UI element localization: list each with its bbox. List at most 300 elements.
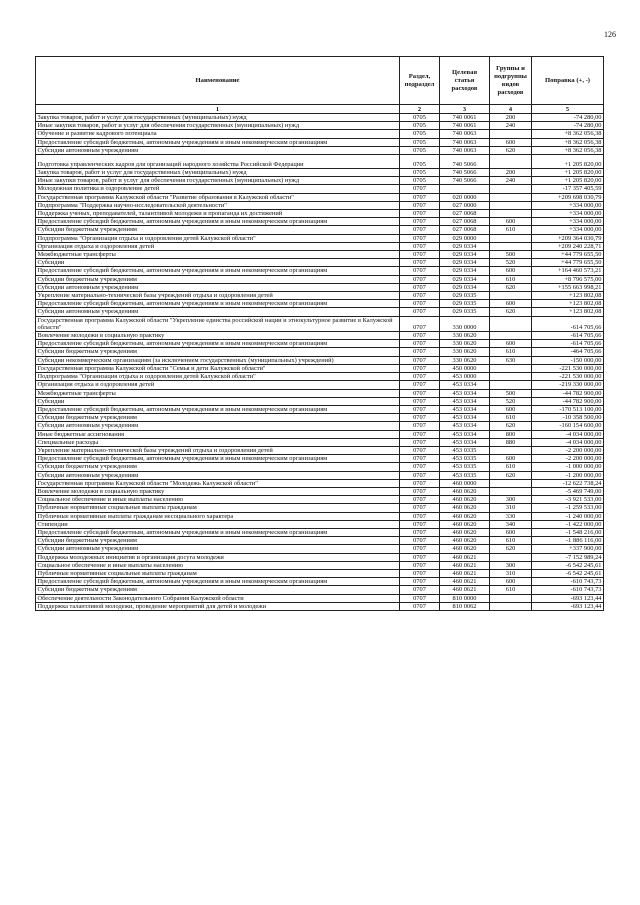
row-expense-group-cell: 620 (490, 545, 532, 553)
row-section-cell: 0707 (400, 446, 440, 454)
row-section-cell: 0707 (400, 504, 440, 512)
row-expense-group-cell: 610 (490, 226, 532, 234)
row-section-cell: 0707 (400, 586, 440, 594)
row-section-cell: 0707 (400, 316, 440, 331)
row-expense-group-cell: 300 (490, 496, 532, 504)
table-row (36, 308, 604, 316)
row-expense-group-cell: 600 (490, 138, 532, 146)
row-target-cell: 029 0334 (440, 267, 490, 275)
table-row (36, 242, 604, 250)
row-target-cell: 453 0335 (440, 446, 490, 454)
table-row (36, 504, 604, 512)
row-amendment-cell: +334 000,00 (532, 201, 604, 209)
row-section-cell: 0705 (400, 138, 440, 146)
row-expense-group-cell (490, 602, 532, 610)
row-name-cell: Государственная программа Калужской области "Укрепление единства российской нации и этнокультурное развитие в Калужской области" (36, 316, 400, 331)
table-row (36, 553, 604, 561)
table-row (36, 218, 604, 226)
row-target-cell: 740 0061 (440, 114, 490, 122)
row-section-cell: 0707 (400, 569, 440, 577)
row-section-cell: 0707 (400, 242, 440, 250)
row-expense-group-cell: 610 (490, 275, 532, 283)
row-amendment-cell: -1 886 116,00 (532, 537, 604, 545)
row-expense-group-cell: 610 (490, 414, 532, 422)
table-row (36, 602, 604, 610)
row-section-cell: 0705 (400, 177, 440, 185)
row-section-cell: 0707 (400, 308, 440, 316)
table-row (36, 146, 604, 154)
row-section-cell: 0707 (400, 381, 440, 389)
row-target-cell: 029 0335 (440, 300, 490, 308)
row-expense-group-cell (490, 130, 532, 138)
column-number: 5 (532, 105, 604, 114)
row-target-cell: 330 0620 (440, 356, 490, 364)
row-expense-group-cell (490, 316, 532, 331)
row-name-cell: Публичные нормативные выплаты гражданам несоциального характера (36, 512, 400, 520)
row-amendment-cell: -221 530 000,00 (532, 364, 604, 372)
table-row (36, 283, 604, 291)
row-amendment-cell: -44 782 900,00 (532, 397, 604, 405)
table-row (36, 512, 604, 520)
table-row (36, 275, 604, 283)
row-expense-group-cell (490, 210, 532, 218)
row-amendment-cell: -1 000 000,00 (532, 463, 604, 471)
table-row (36, 300, 604, 308)
row-section-cell: 0707 (400, 528, 440, 536)
row-name-cell: Организация отдыха и оздоровления детей (36, 381, 400, 389)
row-expense-group-cell: 880 (490, 438, 532, 446)
row-section-cell: 0707 (400, 545, 440, 553)
table-row (36, 169, 604, 177)
row-name-cell: Предоставление субсидий бюджетным, автономным учреждениям и иным некоммерческим организациям (36, 528, 400, 536)
row-expense-group-cell (490, 373, 532, 381)
row-name-cell: Предоставление субсидий бюджетным, автономным учреждениям и иным некоммерческим организациям (36, 405, 400, 413)
row-expense-group-cell: 240 (490, 122, 532, 130)
row-section-cell: 0705 (400, 122, 440, 130)
table-row (36, 348, 604, 356)
row-target-cell: 460 0621 (440, 569, 490, 577)
row-expense-group-cell (490, 193, 532, 201)
row-amendment-cell: -6 542 245,61 (532, 561, 604, 569)
row-amendment-cell: -2 200 000,00 (532, 446, 604, 454)
row-section-cell: 0707 (400, 332, 440, 340)
row-expense-group-cell: 600 (490, 405, 532, 413)
row-amendment-cell: -74 280,00 (532, 122, 604, 130)
row-expense-group-cell: 310 (490, 504, 532, 512)
row-amendment-cell: +209 364 030,79 (532, 234, 604, 242)
row-section-cell: 0707 (400, 292, 440, 300)
row-amendment-cell: +123 802,08 (532, 308, 604, 316)
table-row (36, 316, 604, 331)
row-section-cell: 0707 (400, 479, 440, 487)
row-expense-group-cell: 600 (490, 218, 532, 226)
row-name-cell: Предоставление субсидий бюджетным, автономным учреждениям и иным некоммерческим организациям (36, 267, 400, 275)
table-row (36, 364, 604, 372)
row-amendment-cell: -2 200 000,00 (532, 455, 604, 463)
table-row (36, 520, 604, 528)
row-target-cell: 810 0000 (440, 594, 490, 602)
row-amendment-cell: +334 000,00 (532, 210, 604, 218)
row-target-cell: 453 0335 (440, 455, 490, 463)
row-target-cell: 027 0068 (440, 226, 490, 234)
row-amendment-cell: -610 743,73 (532, 578, 604, 586)
row-target-cell: 460 0620 (440, 512, 490, 520)
row-section-cell: 0707 (400, 553, 440, 561)
row-target-cell (440, 185, 490, 193)
row-amendment-cell: +8 796 575,00 (532, 275, 604, 283)
row-expense-group-cell (490, 234, 532, 242)
row-target-cell: 460 0620 (440, 545, 490, 553)
row-expense-group-cell (490, 292, 532, 300)
row-expense-group-cell: 340 (490, 520, 532, 528)
row-expense-group-cell: 310 (490, 569, 532, 577)
row-name-cell: Межбюджетные трансферты (36, 251, 400, 259)
row-expense-group-cell (490, 594, 532, 602)
table-row (36, 446, 604, 454)
table-row (36, 138, 604, 146)
row-target-cell: 460 0620 (440, 496, 490, 504)
row-name-cell: Публичные нормативные социальные выплаты гражданам (36, 569, 400, 577)
row-target-cell: 740 5066 (440, 169, 490, 177)
row-section-cell: 0705 (400, 155, 440, 169)
table-row (36, 479, 604, 487)
row-name-cell: Подпрограмма "Организация отдыха и оздоровления детей Калужской области" (36, 234, 400, 242)
row-amendment-cell: -5 469 749,00 (532, 487, 604, 495)
row-amendment-cell: +1 205 820,00 (532, 155, 604, 169)
row-section-cell: 0707 (400, 356, 440, 364)
row-target-cell: 460 0621 (440, 578, 490, 586)
table-row (36, 397, 604, 405)
row-expense-group-cell (490, 185, 532, 193)
row-amendment-cell: +8 362 056,38 (532, 138, 604, 146)
row-target-cell: 460 0620 (440, 537, 490, 545)
table-row (36, 430, 604, 438)
row-name-cell: Предоставление субсидий бюджетным, автономным учреждениям и иным некоммерческим организациям (36, 578, 400, 586)
row-section-cell: 0707 (400, 201, 440, 209)
row-section-cell: 0707 (400, 430, 440, 438)
row-amendment-cell: +164 460 573,21 (532, 267, 604, 275)
table-row (36, 177, 604, 185)
table-row (36, 234, 604, 242)
row-expense-group-cell: 610 (490, 586, 532, 594)
table-row (36, 578, 604, 586)
row-amendment-cell: -6 542 245,61 (532, 569, 604, 577)
table-row (36, 594, 604, 602)
row-target-cell: 027 0068 (440, 218, 490, 226)
row-target-cell: 453 0334 (440, 438, 490, 446)
row-section-cell: 0707 (400, 496, 440, 504)
row-target-cell: 460 0621 (440, 561, 490, 569)
table-row (36, 405, 604, 413)
row-target-cell: 740 0061 (440, 122, 490, 130)
row-section-cell: 0707 (400, 226, 440, 234)
row-section-cell: 0707 (400, 389, 440, 397)
row-name-cell: Субсидии автономным учреждениям (36, 146, 400, 154)
row-name-cell: Укрепление материально-технической базы учреждений отдыха и оздоровления детей (36, 292, 400, 300)
row-target-cell: 029 0334 (440, 275, 490, 283)
row-expense-group-cell: 300 (490, 561, 532, 569)
row-target-cell: 029 0334 (440, 283, 490, 291)
row-amendment-cell: +123 802,08 (532, 292, 604, 300)
table-row (36, 471, 604, 479)
row-amendment-cell: -221 530 000,00 (532, 373, 604, 381)
row-section-cell: 0707 (400, 422, 440, 430)
row-amendment-cell: -614 705,66 (532, 316, 604, 331)
row-amendment-cell: -614 705,66 (532, 332, 604, 340)
row-target-cell: 460 0620 (440, 520, 490, 528)
row-expense-group-cell (490, 155, 532, 169)
row-name-cell: Субсидии автономным учреждениям (36, 422, 400, 430)
row-expense-group-cell: 610 (490, 463, 532, 471)
row-amendment-cell: +44 779 655,50 (532, 251, 604, 259)
row-section-cell: 0707 (400, 602, 440, 610)
row-target-cell: 453 0000 (440, 373, 490, 381)
row-section-cell: 0707 (400, 438, 440, 446)
row-target-cell: 330 0620 (440, 332, 490, 340)
row-name-cell: Публичные нормативные социальные выплаты гражданам (36, 504, 400, 512)
row-amendment-cell: -1 240 000,00 (532, 512, 604, 520)
row-name-cell: Государственная программа Калужской области "Молодежь Калужской области" (36, 479, 400, 487)
header-expense-group: Группы и подгруппы видов расходов (490, 57, 532, 105)
row-expense-group-cell: 520 (490, 259, 532, 267)
row-amendment-cell: -464 705,66 (532, 348, 604, 356)
row-target-cell: 740 0063 (440, 130, 490, 138)
row-expense-group-cell (490, 201, 532, 209)
row-target-cell: 460 0621 (440, 586, 490, 594)
row-name-cell: Укрепление материально-технической базы учреждений отдыха и оздоровления детей (36, 446, 400, 454)
row-name-cell: Вовлечение молодежи в социальную практику (36, 332, 400, 340)
row-name-cell: Субсидии некоммерческим организациям (за исключением государственных (муниципальных) учреждений) (36, 356, 400, 364)
row-amendment-cell: +334 000,00 (532, 218, 604, 226)
table-row (36, 389, 604, 397)
row-amendment-cell: -17 357 405,59 (532, 185, 604, 193)
row-amendment-cell: -150 000,00 (532, 356, 604, 364)
row-name-cell: Специальные расходы (36, 438, 400, 446)
row-amendment-cell: -1 200 000,00 (532, 471, 604, 479)
row-amendment-cell: -4 034 000,00 (532, 438, 604, 446)
row-expense-group-cell (490, 446, 532, 454)
row-target-cell: 460 0000 (440, 479, 490, 487)
row-section-cell: 0707 (400, 561, 440, 569)
row-amendment-cell: -1 422 000,00 (532, 520, 604, 528)
row-amendment-cell: -610 743,73 (532, 586, 604, 594)
header-section: Раздел, подраздел (400, 57, 440, 105)
row-expense-group-cell: 200 (490, 114, 532, 122)
table-row (36, 226, 604, 234)
row-name-cell: Субсидии бюджетным учреждениям (36, 414, 400, 422)
budget-amendments-table (35, 56, 604, 611)
row-name-cell: Социальное обеспечение и иные выплаты населению (36, 561, 400, 569)
row-target-cell: 453 0335 (440, 463, 490, 471)
row-section-cell: 0707 (400, 537, 440, 545)
table-row (36, 332, 604, 340)
row-expense-group-cell: 610 (490, 537, 532, 545)
row-amendment-cell: +334 000,00 (532, 226, 604, 234)
row-section-cell: 0707 (400, 259, 440, 267)
row-amendment-cell: -3 921 533,00 (532, 496, 604, 504)
table-row (36, 561, 604, 569)
row-section-cell: 0707 (400, 512, 440, 520)
row-expense-group-cell: 500 (490, 389, 532, 397)
row-section-cell: 0707 (400, 275, 440, 283)
row-expense-group-cell (490, 487, 532, 495)
row-target-cell: 740 0063 (440, 146, 490, 154)
row-section-cell: 0707 (400, 463, 440, 471)
table-row (36, 455, 604, 463)
row-name-cell: Субсидии бюджетным учреждениям (36, 537, 400, 545)
row-name-cell: Иные бюджетные ассигнования (36, 430, 400, 438)
table-row (36, 438, 604, 446)
row-name-cell: Закупка товаров, работ и услуг для государственных (муниципальных) нужд (36, 114, 400, 122)
row-name-cell: Поддержка талантливой молодежи, проведение мероприятий для детей и молодежи (36, 602, 400, 610)
header-target-article: Целевая статья расходов (440, 57, 490, 105)
row-target-cell: 453 0334 (440, 414, 490, 422)
row-name-cell: Предоставление субсидий бюджетным, автономным учреждениям и иным некоммерческим организациям (36, 300, 400, 308)
row-target-cell: 740 5066 (440, 177, 490, 185)
row-target-cell: 029 0334 (440, 251, 490, 259)
row-amendment-cell: +44 779 655,50 (532, 259, 604, 267)
row-name-cell: Подпрограмма "Поддержка научно-исследовательской деятельности" (36, 201, 400, 209)
row-section-cell: 0707 (400, 397, 440, 405)
row-section-cell: 0707 (400, 283, 440, 291)
table-row (36, 414, 604, 422)
row-section-cell: 0707 (400, 364, 440, 372)
row-section-cell: 0707 (400, 348, 440, 356)
table-row (36, 373, 604, 381)
row-expense-group-cell: 600 (490, 300, 532, 308)
row-expense-group-cell: 620 (490, 308, 532, 316)
table-row (36, 381, 604, 389)
row-section-cell: 0707 (400, 405, 440, 413)
row-section-cell: 0707 (400, 487, 440, 495)
row-section-cell: 0707 (400, 300, 440, 308)
row-section-cell: 0707 (400, 594, 440, 602)
row-amendment-cell: -1 259 533,00 (532, 504, 604, 512)
row-target-cell: 029 0335 (440, 292, 490, 300)
row-expense-group-cell: 600 (490, 455, 532, 463)
row-amendment-cell: +209 698 030,79 (532, 193, 604, 201)
row-name-cell: Поддержка молодежных инициатив и организация досуга молодежи (36, 553, 400, 561)
row-name-cell: Подготовка управленческих кадров для организаций народного хозяйства Российской Федерации (36, 155, 400, 169)
row-name-cell: Социальное обеспечение и иные выплаты населению (36, 496, 400, 504)
table-row (36, 463, 604, 471)
column-number: 1 (36, 105, 400, 114)
row-amendment-cell: +155 663 998,21 (532, 283, 604, 291)
row-name-cell: Предоставление субсидий бюджетным, автономным учреждениям и иным некоммерческим организациям (36, 340, 400, 348)
table-row (36, 586, 604, 594)
row-amendment-cell: +8 362 056,38 (532, 130, 604, 138)
table-row (36, 122, 604, 130)
row-section-cell: 0707 (400, 193, 440, 201)
row-amendment-cell: -4 034 000,00 (532, 430, 604, 438)
row-name-cell: Субсидии бюджетным учреждениям (36, 348, 400, 356)
row-name-cell: Государственная программа Калужской области "Развитие образования в Калужской области" (36, 193, 400, 201)
row-expense-group-cell: 600 (490, 578, 532, 586)
row-name-cell: Иные закупки товаров, работ и услуг для обеспечения государственных (муниципальных) нужд (36, 122, 400, 130)
row-name-cell: Предоставление субсидий бюджетным, автономным учреждениям и иным некоммерческим организациям (36, 138, 400, 146)
row-name-cell: Субсидии бюджетным учреждениям (36, 275, 400, 283)
row-expense-group-cell: 500 (490, 251, 532, 259)
row-section-cell: 0705 (400, 130, 440, 138)
row-name-cell: Предоставление субсидий бюджетным, автономным учреждениям и иным некоммерческим организациям (36, 218, 400, 226)
row-name-cell: Закупка товаров, работ и услуг для государственных (муниципальных) нужд (36, 169, 400, 177)
row-amendment-cell: -160 154 600,00 (532, 422, 604, 430)
header-amendment: Поправка (+, -) (532, 57, 604, 105)
row-target-cell: 740 5066 (440, 155, 490, 169)
row-expense-group-cell: 620 (490, 283, 532, 291)
row-expense-group-cell: 600 (490, 528, 532, 536)
table-row (36, 185, 604, 193)
row-expense-group-cell: 800 (490, 430, 532, 438)
table-row (36, 487, 604, 495)
row-target-cell: 330 0000 (440, 316, 490, 331)
table-row (36, 210, 604, 218)
row-name-cell: Молодежная политика и оздоровление детей (36, 185, 400, 193)
row-section-cell: 0707 (400, 578, 440, 586)
table-row (36, 528, 604, 536)
row-target-cell: 027 0068 (440, 210, 490, 218)
table-row (36, 356, 604, 364)
row-name-cell: Обеспечение деятельности Законодательного Собрания Калужской области (36, 594, 400, 602)
table-row (36, 422, 604, 430)
row-section-cell: 0707 (400, 267, 440, 275)
table-row (36, 259, 604, 267)
row-amendment-cell: +337 900,00 (532, 545, 604, 553)
row-target-cell: 460 0621 (440, 553, 490, 561)
row-expense-group-cell (490, 332, 532, 340)
row-target-cell: 029 0334 (440, 259, 490, 267)
row-name-cell: Субсидии автономным учреждениям (36, 283, 400, 291)
row-section-cell: 0705 (400, 114, 440, 122)
row-name-cell: Подпрограмма "Организация отдыха и оздоровления детей Калужской области" (36, 373, 400, 381)
row-target-cell: 453 0334 (440, 430, 490, 438)
row-amendment-cell: +8 362 056,38 (532, 146, 604, 154)
table-row (36, 340, 604, 348)
row-section-cell: 0707 (400, 185, 440, 193)
row-expense-group-cell: 630 (490, 356, 532, 364)
table-row (36, 537, 604, 545)
row-expense-group-cell (490, 479, 532, 487)
row-expense-group-cell (490, 553, 532, 561)
table-row (36, 545, 604, 553)
row-amendment-cell: -219 330 000,00 (532, 381, 604, 389)
row-expense-group-cell: 620 (490, 422, 532, 430)
row-target-cell: 020 0000 (440, 193, 490, 201)
row-name-cell: Субсидии автономным учреждениям (36, 545, 400, 553)
row-target-cell: 453 0335 (440, 471, 490, 479)
table-row (36, 130, 604, 138)
row-amendment-cell: -170 513 100,00 (532, 405, 604, 413)
row-target-cell: 029 0000 (440, 234, 490, 242)
row-expense-group-cell: 610 (490, 348, 532, 356)
row-target-cell: 740 0063 (440, 138, 490, 146)
row-section-cell: 0705 (400, 146, 440, 154)
row-expense-group-cell: 600 (490, 340, 532, 348)
row-name-cell: Организация отдыха и оздоровления детей (36, 242, 400, 250)
table-row (36, 251, 604, 259)
table-row (36, 193, 604, 201)
row-amendment-cell: +1 205 820,00 (532, 169, 604, 177)
row-amendment-cell: -7 152 989,24 (532, 553, 604, 561)
table-row (36, 201, 604, 209)
row-name-cell: Субсидии (36, 259, 400, 267)
row-target-cell: 453 0334 (440, 381, 490, 389)
row-amendment-cell: +209 240 228,71 (532, 242, 604, 250)
row-amendment-cell: -44 782 900,00 (532, 389, 604, 397)
row-target-cell: 450 0000 (440, 364, 490, 372)
row-expense-group-cell (490, 381, 532, 389)
table-row (36, 267, 604, 275)
